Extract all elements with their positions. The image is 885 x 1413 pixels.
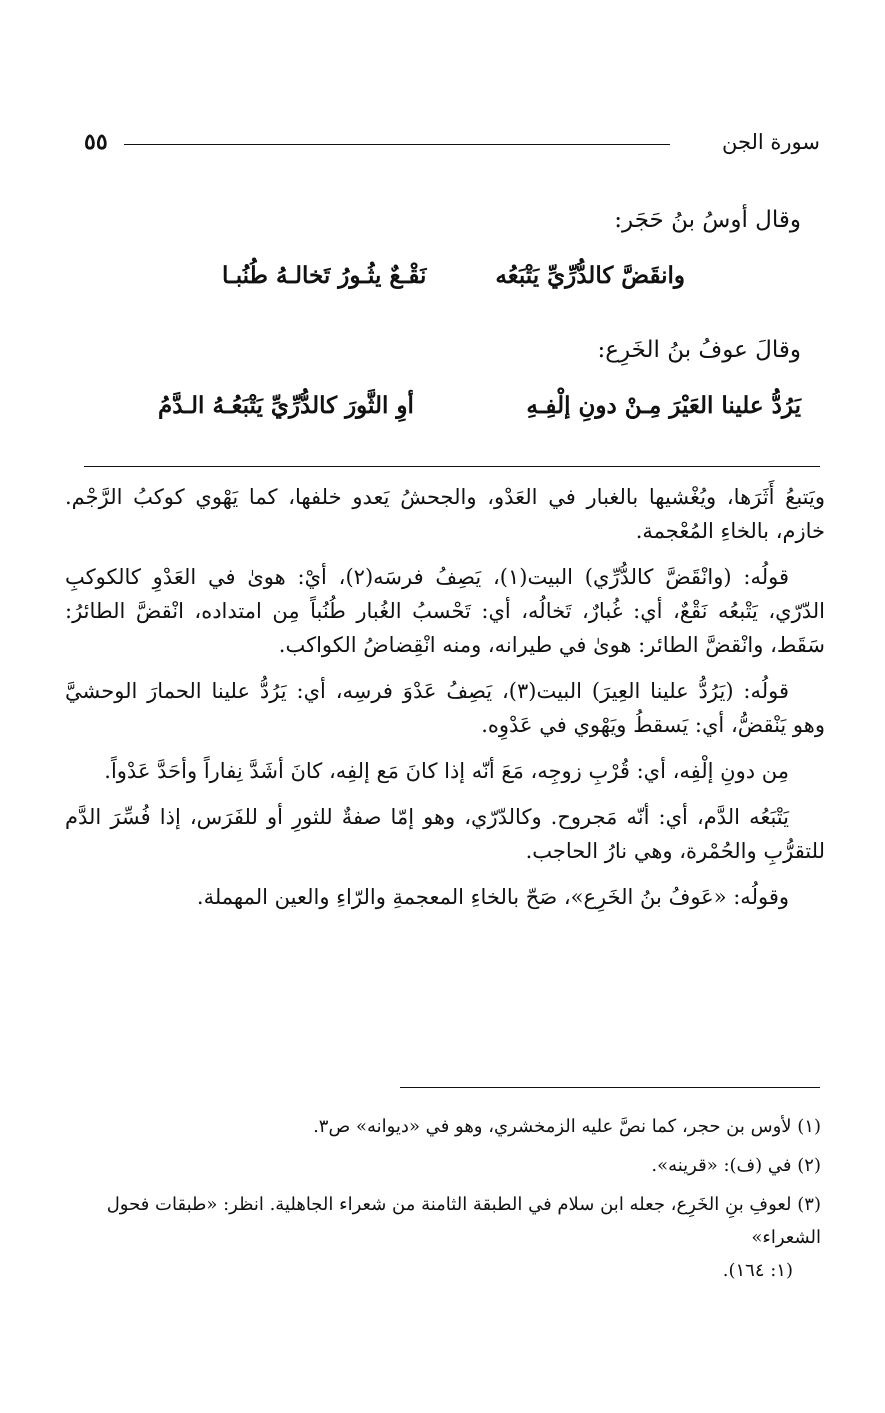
commentary-paragraph: ويَتبعُ أَثَرَها، ويُغْشيها بالغبار في العَدْو، والجحشُ يَعدو خلفها، كما يَهْوي كوكبُ الرَّجْم. خازم، بالخاءِ المُعْجمة.: [65, 485, 825, 543]
commentary-block: [65, 480, 825, 926]
commentary-paragraph: يَتْبَعُه الدَّم، أي: أنّه مَجروح. وكالدّرّي، وهو إمّا صفةٌ للثورِ أو للفَرَس، إذا فُسِّرَ الدَّم للتقرُّبِ والحُمْرة، وهي نارُ الحاجب.: [65, 805, 825, 863]
text-separator-rule: [84, 466, 820, 467]
commentary-paragraph: مِن دونِ إلْفِه، أي: قُرْبِ زوجِه، مَعَ أنّه إذا كانَ مَع إلفِه، كانَ أشَدَّ نِفاراً وأحَدَّ عَدْواً.: [104, 759, 789, 783]
footnotes: [65, 1110, 821, 1293]
verse-hemistich-left: نَقْـعٌ يثُـورُ تَخالـهُ طُنُبـا: [222, 262, 427, 289]
page-number: ٥٥: [84, 129, 108, 155]
verse-intro: وقال أوسُ بنُ حَجَر:: [614, 207, 801, 233]
commentary-paragraph: قولُه: (يَرُدُّ علينا العِيرَ) البيت(٣)، يَصِفُ عَدْوَ فرسِه، أي: يَرُدُّ علينا الحمارَ الوحشيَّ وهو يَنْقضُّ، أي: يَسقطُ ويَهْوي في عَدْوِه.: [65, 679, 825, 737]
footnote: (٢) في (ف): «قرينه».: [651, 1155, 821, 1176]
footnote: (٣) لعوفِ بنِ الخَرِع، جعله ابن سلام في الطبقة الثامنة من شعراء الجاهلية. انظر: «طبقات فحول الشعراء»: [106, 1194, 821, 1248]
page-header: [84, 122, 820, 162]
footnote-rule: [400, 1087, 820, 1088]
verse-intro: وقالَ عوفُ بنُ الخَرِع:: [597, 337, 801, 363]
running-title: سورة الجن: [721, 130, 820, 154]
verse-hemistich-left: أوِ الثَّورَ كالدُّرِّيِّ يَتْبَعُـهُ الـدَّمُ: [158, 392, 414, 419]
header-rule: [124, 144, 670, 145]
commentary-paragraph: قولُه: (وانْقَضَّ كالدُّرِّي) البيت(١)، يَصِفُ فرسَه(٢)، أيْ: هوىٰ في العَدْوِ كالكوكبِ الدّرّي، يَتْبعُه نَقْعٌ، أي: غُبارٌ، تَخالُه، أي: تَحْسبُ الغُبار طُنُباً مِن امتداده، انْقضَّ الطائرُ: سَقَط، وانْقضَّ الطائر: هوىٰ في طيرانه، ومنه انْقِضاضُ الكواكب.: [65, 565, 825, 657]
verse-hemistich-right: يَرُدُّ علينا العَيْرَ مِـنْ دونِ إلْفِـهِ: [526, 392, 801, 419]
footnote-continuation: (١: ١٦٤).: [722, 1260, 793, 1281]
commentary-paragraph: وقولُه: «عَوفُ بنُ الخَرِع»، صَحّ بالخاءِ المعجمةِ والرّاءِ والعين المهملة.: [196, 885, 789, 909]
footnote: (١) لأوس بن حجر، كما نصَّ عليه الزمخشري، وهو في «ديوانه» ص٣.: [313, 1116, 821, 1137]
verse-hemistich-right: وانقَضَّ كالدُّرِّيِّ يَتْبَعُه: [495, 262, 685, 289]
